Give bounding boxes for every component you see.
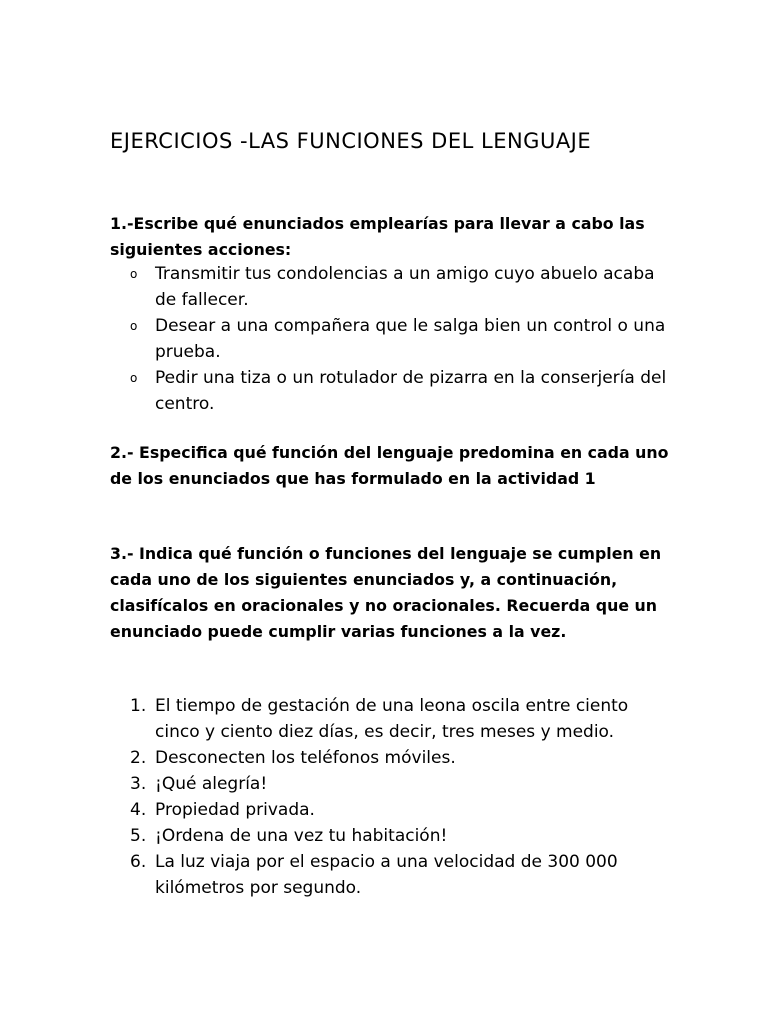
numbered-item xyxy=(110,693,670,745)
item-text: ¡Qué alegría! xyxy=(155,774,268,794)
question-3-heading: 3.- Indica qué función o funciones del lenguaje se cumplen en cada uno de los siguientes enunciados y, a continuación, clasifícalos en oracionales y no oracionales. Recuerda que un enunciado puede cumplir varias funciones a la vez. xyxy=(110,544,662,641)
item-number: 2. xyxy=(130,748,147,768)
bullet-marker: o xyxy=(130,319,138,333)
item-text: La luz viaja por el espacio a una velocidad de 300 000 kilómetros por segundo. xyxy=(155,852,618,898)
document-title: EJERCICIOS -LAS FUNCIONES DEL LENGUAJE xyxy=(110,129,592,153)
item-text: Desconecten los teléfonos móviles. xyxy=(155,748,456,768)
bullet-item xyxy=(110,261,670,313)
numbered-item xyxy=(110,797,670,823)
item-text: Propiedad privada. xyxy=(155,800,315,820)
numbered-item xyxy=(110,771,670,797)
bullet-marker: o xyxy=(130,371,138,385)
item-text: ¡Ordena de una vez tu habitación! xyxy=(155,826,448,846)
bullet-item-text: Pedir una tiza o un rotulador de pizarra en la conserjería del centro. xyxy=(155,368,667,414)
question-1-heading: 1.-Escribe qué enunciados emplearías para llevar a cabo las siguientes acciones: xyxy=(110,214,645,259)
numbered-item xyxy=(110,823,670,849)
bullet-item-text: Transmitir tus condolencias a un amigo cuyo abuelo acaba de fallecer. xyxy=(155,264,655,310)
bullet-item xyxy=(110,313,670,365)
question-3-numbered-list xyxy=(110,693,670,901)
question-1-bullet-list xyxy=(110,261,670,417)
bullet-item-text: Desear a una compañera que le salga bien un control o una prueba. xyxy=(155,316,666,362)
item-text: El tiempo de gestación de una leona oscila entre ciento cinco y ciento diez días, es decir, tres meses y medio. xyxy=(155,696,629,742)
item-number: 3. xyxy=(130,774,147,794)
item-number: 4. xyxy=(130,800,147,820)
item-number: 1. xyxy=(130,696,147,716)
question-2-heading: 2.- Especifica qué función del lenguaje predomina en cada uno de los enunciados que has formulado en la actividad 1 xyxy=(110,443,669,488)
item-number: 6. xyxy=(130,852,147,872)
bullet-item xyxy=(110,365,670,417)
bullet-marker: o xyxy=(130,267,138,281)
numbered-item xyxy=(110,849,670,901)
item-number: 5. xyxy=(130,826,147,846)
numbered-item xyxy=(110,745,670,771)
